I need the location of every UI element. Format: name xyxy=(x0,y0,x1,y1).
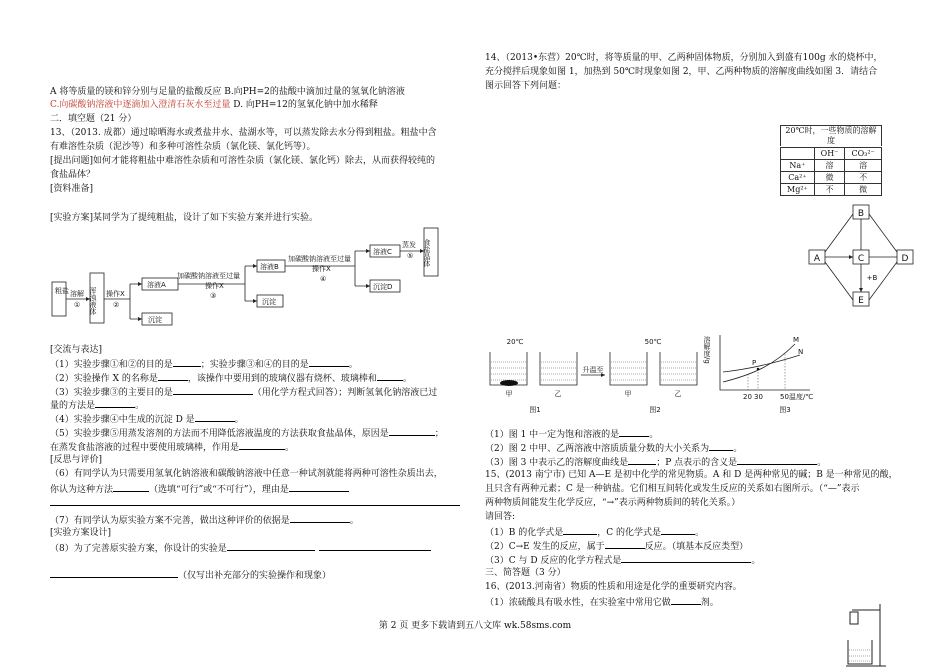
q14-sub2-a: （2）图 2 中甲、乙两溶液中溶质质量分数的大小关系为 xyxy=(485,444,710,454)
q13-sub8-cont xyxy=(50,568,331,582)
table-row xyxy=(781,160,882,172)
answer-blank[interactable] xyxy=(289,482,349,492)
answer-blank[interactable] xyxy=(227,541,315,551)
add-sodium-carbonate-1: 加碳酸钠溶液至过量 xyxy=(177,272,240,280)
table-cell: 溶 xyxy=(814,160,844,172)
dissolve-label: 溶解 xyxy=(70,290,84,298)
beaker-yi-label: 乙 xyxy=(674,390,682,398)
purification-flowchart xyxy=(50,225,470,335)
q15-line1: 15、(2013 南宁市) 已知 A—E 是初中化学的常见物质。A 和 D 是两种常见的碱；B 是一种常见的酸， xyxy=(485,470,898,480)
q15-ask: 请回答: xyxy=(485,512,516,522)
q14-sub3: （3）图 3 中表示乙的溶解度曲线是 ；P 点表示的含义是 。 xyxy=(485,455,826,469)
answer-blank[interactable] xyxy=(709,441,733,451)
op-x-label-3: 操作X xyxy=(312,265,331,273)
evaporate-label: 蒸发 xyxy=(402,241,416,249)
q15-sub2 xyxy=(485,539,748,553)
reflect-header: [反思与评价] xyxy=(50,455,103,465)
q13-line3: [提出问题]如何才能将粗盐中难溶性杂质和可溶性杂质（氯化镁、氯化钙）除去，从而获得较纯的 xyxy=(50,156,436,166)
heat-to-label: 升温至 xyxy=(582,366,604,374)
q14-line2: 充分搅拌后现象如图 1，加热到 50℃时现象如图 2，甲、乙两种物质的溶解度曲线如图 3．请结合 xyxy=(485,67,878,77)
answer-blank[interactable] xyxy=(50,568,178,578)
beaker-figures xyxy=(485,330,915,420)
q13-sub7: （7）有同学认为原实验方案不完善，做出这种评价的依据是 。 xyxy=(50,513,359,527)
q13-sub7-a: （7）有同学认为原实验方案不完善，做出这种评价的依据是 xyxy=(50,516,290,526)
q15-line3: 两种物质间能发生化学反应，“→”表示两种物质间的转化关系。） xyxy=(485,498,741,508)
relation-graph xyxy=(805,200,915,312)
table-cell: 微 xyxy=(845,184,882,196)
crude-salt-label: 粗盐 xyxy=(55,287,69,295)
q13-sub5: （5）实验步骤⑤用蒸发溶剂的方法而不用降低溶液温度的方法获取食盐晶体，原因是 ； xyxy=(50,426,444,440)
exchange-header: [交流与表达] xyxy=(50,345,103,355)
precipitate-d-label: 沉淀D xyxy=(373,283,393,291)
q13-sub5-b: 在蒸发食盐溶液的过程中要使用玻璃棒，作用是 xyxy=(50,443,240,453)
table-header-cell: CO₃²⁻ xyxy=(845,148,882,160)
solubility-curves xyxy=(703,335,813,401)
op-x-label: 操作X xyxy=(106,290,125,298)
fig2-caption: 图2 xyxy=(649,406,661,414)
page-footer: 第 2 页 更多下载请到五八文库 wk.58sms.com xyxy=(378,621,572,631)
answer-blank[interactable] xyxy=(113,482,149,492)
solution-b-label: 溶液B xyxy=(260,263,279,271)
q13-sub3-b: （用化学方程式回答）；判断氢氧化钠溶液已过 xyxy=(252,388,438,398)
q13-sub1: （1）实验步骤①和②的目的是 ；实验步骤③和④的目的是 。 xyxy=(50,357,358,371)
tick-30: 30 xyxy=(754,393,763,401)
q12-options-ab: A 将等质量的镁和锌分别与足量的盐酸反应 B.向PH=2的盐酸中滴加过量的氢氧化钠溶液 xyxy=(50,87,405,97)
q13-sub8-a: （8）为了完善原实验方案，你设计的实验是 xyxy=(50,544,227,554)
answer-blank[interactable] xyxy=(290,513,350,523)
section-fill-in-title: 二．填空题（21 分） xyxy=(50,114,137,124)
solubility-table xyxy=(780,147,882,196)
q13-sub8-b: （仅写出补充部分的实验操作和现象） xyxy=(178,571,332,581)
q13-sub6-line xyxy=(50,496,460,510)
table-title-line2: 度 xyxy=(827,136,835,145)
solubility-table-title xyxy=(780,125,882,146)
answer-blank[interactable] xyxy=(628,455,656,465)
q12-option-c: C.向碳酸钠溶液中逐滴加入澄清石灰水至过量 xyxy=(50,100,231,110)
q13-line2: 有难溶性杂质（泥沙等）和多种可溶性杂质（氯化镁、氯化钙等）。 xyxy=(50,142,316,152)
point-p-label: P xyxy=(752,359,757,367)
table-cell: 微 xyxy=(814,172,844,184)
muddy-liquid-label: 浑浊液体 xyxy=(89,287,97,315)
q13-sub1-a: （1）实验步骤①和②的目的是 xyxy=(50,360,173,370)
q13-sub1-b: ；实验步骤③和④的目的是 xyxy=(200,360,309,370)
q15-sub2-b: 反应。（填基本反应类型） xyxy=(644,542,749,552)
solution-c-label: 溶液C xyxy=(373,248,392,256)
q15-sub2-a: （2）C→E 发生的反应，属于 xyxy=(485,542,605,552)
answer-blank[interactable] xyxy=(158,371,188,381)
solution-a-label: 溶液A xyxy=(147,281,166,289)
q14-line1: 14、（2013•东营）20℃时，将等质量的甲、乙两种固体物质，分别加入到盛有100g 水的烧杯中， xyxy=(485,53,883,63)
curve-n-label: N xyxy=(798,348,804,356)
q13-sub6-cont xyxy=(50,482,349,496)
answer-blank[interactable] xyxy=(50,496,460,506)
temperature-axis-label: 温度/℃ xyxy=(789,393,814,401)
q14-sub1-a: （1）图 1 中一定为饱和溶液的是 xyxy=(485,430,620,440)
fig1-caption: 图1 xyxy=(529,406,541,414)
table-cell: Na⁺ xyxy=(781,160,815,172)
answer-blank[interactable] xyxy=(95,398,135,408)
design-header: [实验方案设计] xyxy=(50,528,112,538)
q13-sub3 xyxy=(50,385,437,399)
table-row xyxy=(781,184,882,196)
node-e-label: E xyxy=(858,296,864,306)
op-x-label-2: 操作X xyxy=(205,282,224,290)
answer-blank[interactable] xyxy=(737,455,817,465)
q14-sub1: （1）图 1 中一定为饱和溶液的是 。 xyxy=(485,427,658,441)
q13-sub8 xyxy=(50,541,431,555)
q13-sub3-a: （3）实验步骤③的主要目的是 xyxy=(50,388,173,398)
step1-label: ① xyxy=(74,301,81,309)
answer-blank[interactable] xyxy=(389,426,435,436)
q13-sub5-cont: 在蒸发食盐溶液的过程中要使用玻璃棒，作用是 。 xyxy=(50,440,294,454)
table-title-line1: 20℃时，一些物质的溶解 xyxy=(785,126,877,135)
tick-20: 20 xyxy=(743,393,752,401)
salt-crystal-label: 食盐晶体 xyxy=(423,239,431,267)
q14-sub3-b: ；P 点表示的含义是 xyxy=(656,458,738,468)
q14-sub2: （2）图 2 中甲、乙两溶液中溶质质量分数的大小关系为 。 xyxy=(485,441,742,455)
table-cell: 溶 xyxy=(845,160,882,172)
q12-options-cd xyxy=(50,99,378,111)
answer-blank[interactable] xyxy=(195,412,235,422)
answer-blank[interactable] xyxy=(377,371,403,381)
q13-sub2: （2）实验操作 X 的名称是 ，该操作中要用到的玻璃仪器有烧杯、玻璃棒和 。 xyxy=(50,371,412,385)
q13-sub4-a: （4）实验步骤④中生成的沉淀 D 是 xyxy=(50,415,195,425)
table-header-row xyxy=(781,148,882,160)
answer-blank[interactable] xyxy=(621,553,751,563)
q15-sub3: （3）C 与 D 反应的化学方程式是 。 xyxy=(485,553,760,567)
q13-sub6-b: 你认为这种方法 xyxy=(50,485,114,495)
q16-line1: 16、(2013.河南省）物质的性质和用途是化学的重要研究内容。 xyxy=(485,582,742,592)
table-cell: Ca²⁺ xyxy=(781,172,815,184)
q13-sub6: （6）有同学认为只需要用氢氧化钠溶液和碳酸钠溶液中任意一种试剂就能将两种可溶性杂质出去， xyxy=(50,469,443,479)
table-cell: 不 xyxy=(814,184,844,196)
curve-m-label: M xyxy=(793,336,800,344)
node-d-label: D xyxy=(901,254,909,264)
curve-m xyxy=(723,344,795,382)
q15-sub1-b: ，C 的化学式是 xyxy=(597,528,661,538)
q13-sub3-cont: 量的方法是 。 xyxy=(50,398,144,412)
q12-option-d: D. 向PH=12的氢氧化钠中加水稀释 xyxy=(230,100,378,110)
point-p xyxy=(757,368,760,371)
step2-label: ② xyxy=(113,301,120,309)
answer-blank[interactable] xyxy=(671,595,701,605)
undissolved-solid xyxy=(500,380,518,386)
answer-blank[interactable] xyxy=(173,385,253,395)
q13-sub2-b: ，该操作中要用到的玻璃仪器有烧杯、玻璃棒和 xyxy=(187,374,377,384)
fig3-caption: 图3 xyxy=(779,406,791,414)
section-short-answer-title: 三、简答题（3 分） xyxy=(485,568,566,578)
step4-label: ④ xyxy=(320,275,327,283)
table-header-cell xyxy=(781,148,815,160)
answer-blank[interactable] xyxy=(605,539,645,549)
table-row xyxy=(781,172,882,184)
q16-sub1-b: 剂。 xyxy=(700,598,719,608)
precipitate-label: 沉淀 xyxy=(148,316,162,324)
q16-sub1 xyxy=(485,595,719,609)
tick-50: 50 xyxy=(780,393,789,401)
q13-line5: [资料准备] xyxy=(50,184,94,194)
q14-sub3-a: （3）图 3 中表示乙的溶解度曲线是 xyxy=(485,458,629,468)
answer-blank[interactable] xyxy=(173,357,201,367)
answer-blank[interactable] xyxy=(239,440,285,450)
q16-sub1-a: （1）浓硫酸具有吸水性，在实验室中常用它做 xyxy=(485,598,671,608)
step5-label: ⑤ xyxy=(407,252,414,260)
table-header-cell: OH⁻ xyxy=(814,148,844,160)
q13-sub4: （4）实验步骤④中生成的沉淀 D 是 。 xyxy=(50,412,244,426)
node-b-label: B xyxy=(857,209,865,219)
q13-line1: 13、（2013. 成都）通过晾晒海水或煮盐井水、盐湖水等，可以蒸发除去水分得到粗盐。粗盐中含 xyxy=(50,128,437,138)
q13-line4: 食盐晶体？ xyxy=(50,170,96,180)
q13-plan: [实验方案]某同学为了提纯粗盐，设计了如下实验方案并进行实验。 xyxy=(50,213,319,223)
step3-label: ③ xyxy=(210,292,217,300)
table-cell: Mg²⁺ xyxy=(781,184,815,196)
fig1-temperature: 20℃ xyxy=(506,338,524,346)
add-sodium-carbonate-2: 加碳酸钠溶液至过量 xyxy=(288,255,351,263)
q13-sub5-a: （5）实验步骤⑤用蒸发溶剂的方法而不用降低溶液温度的方法获取食盐晶体，原因是 xyxy=(50,429,389,439)
q13-sub3-c: 量的方法是 xyxy=(50,401,96,411)
curve-n xyxy=(723,355,800,372)
q15-sub3-a: （3）C 与 D 反应的化学方程式是 xyxy=(485,556,622,566)
beaker-yi-label: 乙 xyxy=(554,390,562,398)
node-c-label: C xyxy=(857,254,865,264)
plus-b-label: +B xyxy=(866,274,878,282)
node-a-label: A xyxy=(813,254,821,264)
lab-stand-apparatus xyxy=(840,600,890,670)
q15-sub1: （1）B 的化学式是 ，C 的化学式是 。 xyxy=(485,525,704,539)
q13-sub6-c: （选填“可行”或“不可行”），理由是 xyxy=(149,485,289,495)
q13-sub2-a: （2）实验操作 X 的名称是 xyxy=(50,374,158,384)
q15-sub1-a: （1）B 的化学式是 xyxy=(485,528,564,538)
precipitate-2-label: 沉淀 xyxy=(262,298,276,306)
answer-blank[interactable] xyxy=(309,357,349,367)
answer-blank[interactable] xyxy=(619,427,649,437)
answer-blank[interactable] xyxy=(661,525,695,535)
answer-blank[interactable] xyxy=(563,525,597,535)
beaker-jia-label: 甲 xyxy=(624,390,632,398)
q14-line3: 图示回答下列问题： xyxy=(485,81,567,91)
fig2-temperature: 50℃ xyxy=(644,338,662,346)
q15-line2: 且只含有两种元素；C 是一种钠盐。它们相互间转化或发生反应的关系如右图所示。（“—”表示 xyxy=(485,484,860,494)
answer-blank[interactable] xyxy=(319,541,431,551)
beaker-jia-label: 甲 xyxy=(505,390,513,398)
solubility-axis-label: 溶解度/g xyxy=(703,336,711,364)
table-cell: 不 xyxy=(845,172,882,184)
